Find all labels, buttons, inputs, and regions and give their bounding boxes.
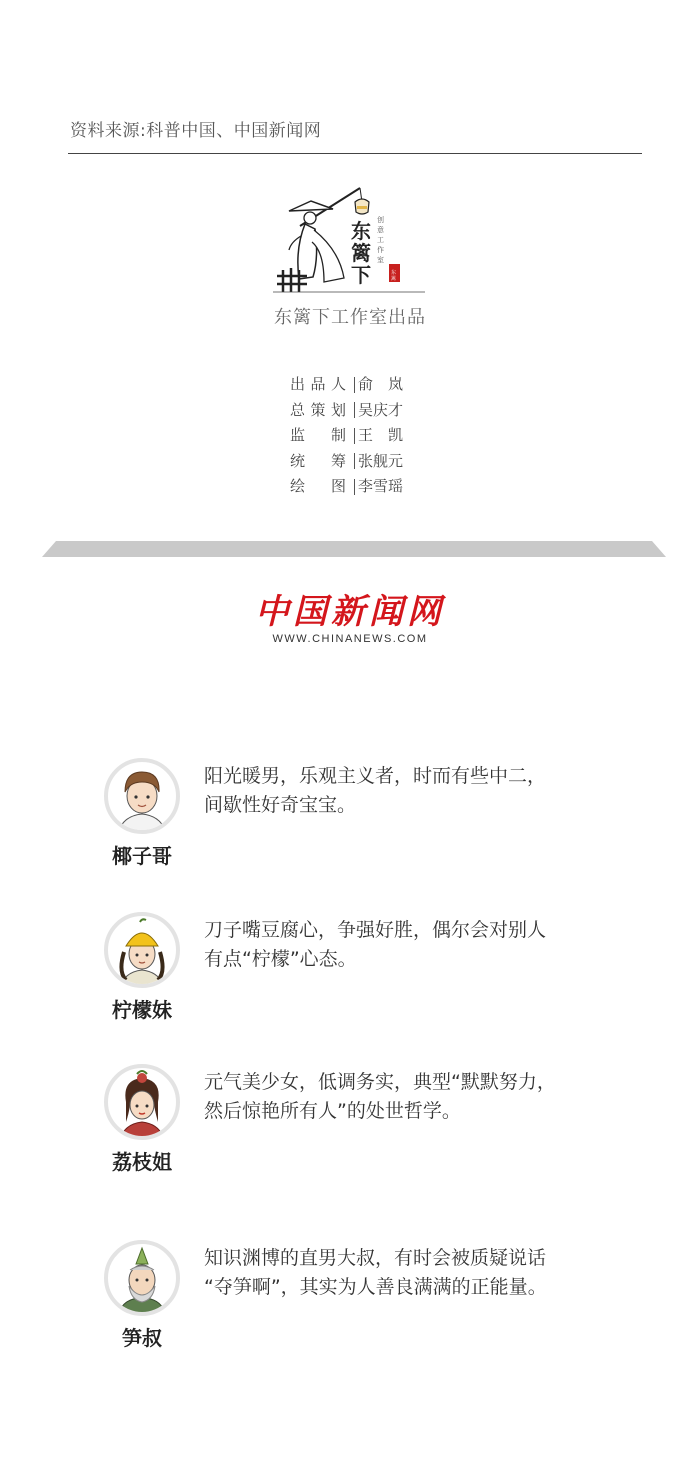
description-line: 知识渊博的直男大叔，有时会被质疑说话 xyxy=(204,1247,547,1269)
credit-name: 张舰元 xyxy=(358,451,404,470)
credit-name: 李雪瑶 xyxy=(358,477,404,495)
description-line: 间歇性好奇宝宝。 xyxy=(204,794,357,816)
credit-role: 出品人 xyxy=(290,375,346,393)
logo-char-1: 东 xyxy=(351,219,371,243)
publisher-url[interactable]: WWW.CHINANEWS.COM xyxy=(272,633,428,645)
logo-char-3: 下 xyxy=(351,263,371,287)
credit-separator xyxy=(354,377,355,393)
svg-text:篱: 篱 xyxy=(391,276,397,282)
character-description xyxy=(204,1244,604,1302)
credit-row xyxy=(290,474,403,500)
credit-role: 监 制 xyxy=(290,426,346,444)
credit-row xyxy=(290,449,403,475)
character-description xyxy=(204,916,604,974)
logo-side-text: 创意工作室 xyxy=(377,216,384,264)
credits-list xyxy=(290,372,403,500)
credit-row xyxy=(290,423,403,449)
publisher-logo[interactable] xyxy=(0,592,700,645)
svg-text:东: 东 xyxy=(391,270,397,276)
character-card xyxy=(0,1240,700,1370)
credit-row xyxy=(290,398,403,424)
character-card xyxy=(0,912,700,1042)
logo-char-2: 篱 xyxy=(351,241,371,265)
bamboo-uncle-avatar xyxy=(104,1240,180,1316)
credit-separator xyxy=(354,453,355,469)
credit-name: 俞 岚 xyxy=(358,375,404,393)
lychee-sister-avatar xyxy=(104,1064,180,1140)
character-description xyxy=(204,1068,604,1126)
studio-name: 东篱下工作室出品 xyxy=(274,307,426,328)
character-name: 柠檬妹 xyxy=(112,998,172,1022)
description-line: 然后惊艳所有人”的处世哲学。 xyxy=(204,1100,461,1122)
source-divider xyxy=(68,153,642,154)
credit-separator xyxy=(354,402,355,418)
character-card xyxy=(0,758,700,888)
lemon-sister-avatar xyxy=(104,912,180,988)
publisher-title: 中国新闻网 xyxy=(255,592,445,632)
character-name: 椰子哥 xyxy=(112,844,172,868)
description-line: 阳光暖男，乐观主义者，时而有些中二， xyxy=(204,765,547,787)
coconut-brother-avatar xyxy=(104,758,180,834)
character-card xyxy=(0,1064,700,1194)
character-name: 笋叔 xyxy=(122,1326,162,1350)
character-name: 荔枝姐 xyxy=(112,1150,172,1174)
credit-row xyxy=(290,372,403,398)
credit-name: 吴庆才 xyxy=(358,400,404,419)
description-line: “夺笋啊”，其实为人善良满满的正能量。 xyxy=(204,1276,547,1298)
credit-role: 绘 图 xyxy=(290,477,346,495)
credit-separator xyxy=(354,479,355,495)
description-line: 元气美少女，低调务实，典型“默默努力， xyxy=(204,1071,556,1093)
credit-role: 总策划 xyxy=(290,400,346,419)
credit-role: 统 筹 xyxy=(290,451,346,470)
description-line: 刀子嘴豆腐心，争强好胜，偶尔会对别人 xyxy=(204,919,547,941)
character-description xyxy=(204,762,604,820)
source-note: 资料来源:科普中国、中国新闻网 xyxy=(70,121,322,141)
description-line: 有点“柠檬”心态。 xyxy=(204,948,357,970)
section-divider xyxy=(42,541,666,557)
studio-logo xyxy=(265,178,435,298)
credit-separator xyxy=(354,428,355,444)
credit-name: 王 凯 xyxy=(358,426,404,444)
